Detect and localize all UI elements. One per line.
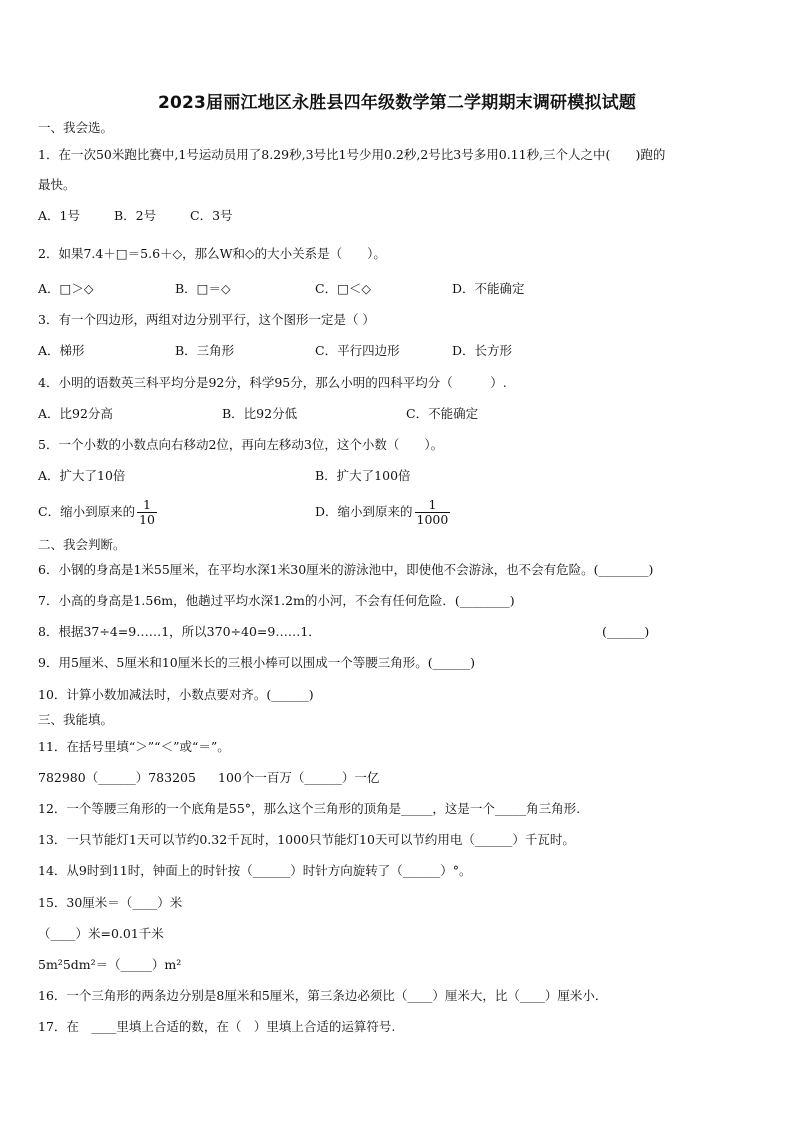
question-1-text-cont: 最快。 xyxy=(38,177,76,192)
question-2-option-d: D．不能确定 xyxy=(452,281,525,296)
question-8-answer-blank: (______) xyxy=(602,624,650,639)
question-13-text: 13．一只节能灯1天可以节约0.32千瓦时，1000只节能灯10天可以节约用电（______）千瓦时。 xyxy=(38,832,575,847)
question-5-option-a: A．扩大了10倍 xyxy=(38,468,126,483)
question-8-text: 8．根据37÷4=9……1，所以370÷40=9……1． xyxy=(38,624,321,639)
page-title: 2023届丽江地区永胜县四年级数学第二学期期末调研模拟试题 xyxy=(157,93,637,113)
section-heading-3: 三、我能填。 xyxy=(38,712,114,727)
question-4-option-c: C．不能确定 xyxy=(406,406,479,421)
question-2-option-c: C．□＜◇ xyxy=(315,281,371,296)
question-1-text: 1．在一次50米跑比赛中,1号运动员用了8.29秒,3号比1号少用0.2秒,2号比3号多用0.11秒,三个人之中( )跑的 xyxy=(38,147,666,162)
question-11-part-b: 100个一百万（______）一亿 xyxy=(218,770,380,785)
question-5-option-b: B．扩大了100倍 xyxy=(315,468,411,483)
question-5-option-c xyxy=(38,492,157,532)
question-10-text: 10．计算小数加减法时，小数点要对齐。(______) xyxy=(38,687,314,702)
question-4-option-a: A．比92分高 xyxy=(38,406,113,421)
question-3-text: 3．有一个四边形，两组对边分别平行，这个图形一定是（ ） xyxy=(38,312,375,327)
question-1-option-c: C．3号 xyxy=(190,208,233,223)
question-5-option-c-label: C．缩小到原来的 xyxy=(38,504,136,519)
question-15-line-3: 5m²5dm²＝（_____）m² xyxy=(38,957,182,972)
question-7-text: 7．小高的身高是1.56m，他趟过平均水深1.2m的小河，不会有任何危险．(________) xyxy=(38,593,515,608)
question-4-text: 4．小明的语数英三科平均分是92分，科学95分，那么小明的四科平均分（ ）. xyxy=(38,375,507,390)
question-2-option-a: A．□＞◇ xyxy=(38,281,94,296)
fraction-one-tenth: $\frac{1}{10}$ xyxy=(139,497,155,527)
question-15-line-2: （____）米=0.01千米 xyxy=(38,926,164,941)
question-11-text: 11．在括号里填“＞”“＜”或“＝”。 xyxy=(38,739,230,754)
question-2-text: 2．如果7.4＋□＝5.6＋◇，那么W和◇的大小关系是（ ）。 xyxy=(38,246,386,261)
question-3-option-c: C．平行四边形 xyxy=(315,343,400,358)
fraction-one-thousandth: $\frac{1}{1000}$ xyxy=(416,497,449,527)
question-1-option-b: B．2号 xyxy=(114,208,157,223)
section-heading-1: 一、我会选。 xyxy=(38,120,114,135)
question-9-text: 9．用5厘米、5厘米和10厘米长的三根小棒可以围成一个等腰三角形。(______) xyxy=(38,655,476,670)
question-6-text: 6．小钢的身高是1米55厘米，在平均水深1米30厘米的游泳池中，即使他不会游泳，也不会有危险。(________) xyxy=(38,562,654,577)
question-5-option-d-label: D．缩小到原来的 xyxy=(315,504,413,519)
question-5-option-d xyxy=(315,492,450,532)
question-17-text: 17．在 ____里填上合适的数，在（ ）里填上合适的运算符号. xyxy=(38,1019,396,1034)
question-15-line-1: 15．30厘米＝（____）米 xyxy=(38,895,183,910)
question-16-text: 16．一个三角形的两条边分别是8厘米和5厘米，第三条边必须比（____）厘米大，比（____）厘米小． xyxy=(38,988,608,1003)
section-heading-2: 二、我会判断。 xyxy=(38,537,126,552)
question-3-option-d: D．长方形 xyxy=(452,343,513,358)
question-1-option-a: A．1号 xyxy=(38,208,80,223)
question-2-option-b: B．□＝◇ xyxy=(175,281,231,296)
question-4-option-b: B．比92分低 xyxy=(222,406,298,421)
question-12-text: 12．一个等腰三角形的一个底角是55°，那么这个三角形的顶角是_____，这是一个_____角三角形. xyxy=(38,801,581,816)
question-11-part-a: 782980（______）783205 xyxy=(38,770,196,785)
question-5-text: 5．一个小数的小数点向右移动2位，再向左移动3位，这个小数（ ）。 xyxy=(38,437,444,452)
question-3-option-b: B．三角形 xyxy=(175,343,235,358)
question-3-option-a: A．梯形 xyxy=(38,343,85,358)
question-14-text: 14．从9时到11时，钟面上的时针按（______）时针方向旋转了（______）°。 xyxy=(38,863,472,878)
